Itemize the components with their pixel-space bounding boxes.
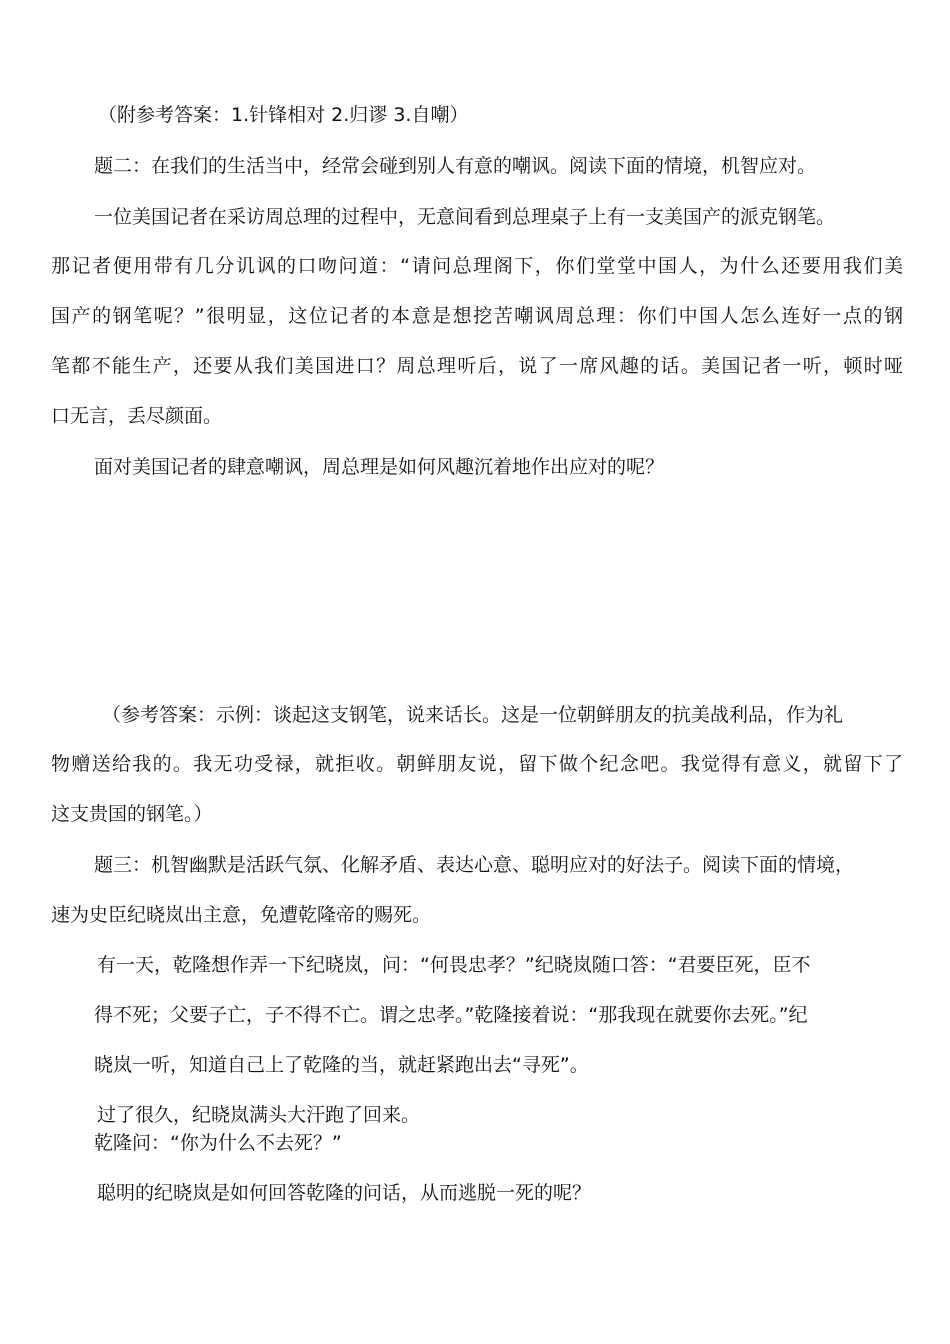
q3-story-line: 有一天，乾隆想作弄一下纪晓岚，问：“何畏忠孝？”纪晓岚随口答：“君要臣死，臣不 (97, 954, 811, 976)
question-3-prompt: 题三：机智幽默是活跃气氛、化解矛盾、表达心意、聪明应对的好法子。阅读下面的情境， (94, 854, 855, 876)
q3-story-line: 晓岚一听，知道自己上了乾隆的当，就赶紧跑出去“寻死”。 (94, 1054, 589, 1076)
q2-story-line: 国产的钢笔呢？”很明显，这位记者的本意是想挖苦嘲讽周总理：你们中国人怎么连好一点的钢 (51, 305, 903, 327)
question-2-prompt: 题二：在我们的生活当中，经常会碰到别人有意的嘲讽。阅读下面的情境，机智应对。 (94, 155, 817, 177)
q2-story-line: 口无言，丢尽颜面。 (51, 405, 223, 427)
q2-story-line: 那记者便用带有几分讥讽的口吻问道：“请问总理阁下，你们堂堂中国人，为什么还要用我们美 (51, 255, 903, 277)
answer-reference-line: （附参考答案：1.针锋相对 2.归谬 3.自嘲） (98, 104, 469, 126)
q3-dialogue-line: 过了很久，纪晓岚满头大汗跑了回来。 (97, 1104, 421, 1126)
question-3-prompt: 速为史臣纪晓岚出主意，免遭乾隆帝的赐死。 (51, 904, 432, 926)
q2-story-line: 笔都不能生产，还要从我们美国进口？周总理听后，说了一席风趣的话。美国记者一听，顿时哑 (51, 355, 903, 377)
q2-answer-line: 物赠送给我的。我无功受禄，就拒收。朝鲜朋友说，留下做个纪念吧。我觉得有意义，就留下了 (51, 753, 903, 775)
q3-dialogue-line: 乾隆问：“你为什么不去死？” (94, 1132, 342, 1154)
q2-answer-line: 这支贵国的钢笔。） (51, 803, 213, 825)
question-3-question: 聪明的纪晓岚是如何回答乾隆的问话，从而逃脱一死的呢？ (97, 1182, 592, 1204)
q3-story-line: 得不死；父要子亡，子不得不亡。谓之忠孝。”乾隆接着说：“那我现在就要你去死。”纪 (94, 1004, 808, 1026)
q2-story-line: 一位美国记者在采访周总理的过程中，无意间看到总理桌子上有一支美国产的派克钢笔。 (94, 206, 836, 228)
question-2-question: 面对美国记者的肆意嘲讽，周总理是如何风趣沉着地作出应对的呢？ (94, 456, 665, 478)
q2-answer-line: （参考答案：示例：谈起这支钢笔，说来话长。这是一位朝鲜朋友的抗美战利品，作为礼 (102, 704, 844, 726)
